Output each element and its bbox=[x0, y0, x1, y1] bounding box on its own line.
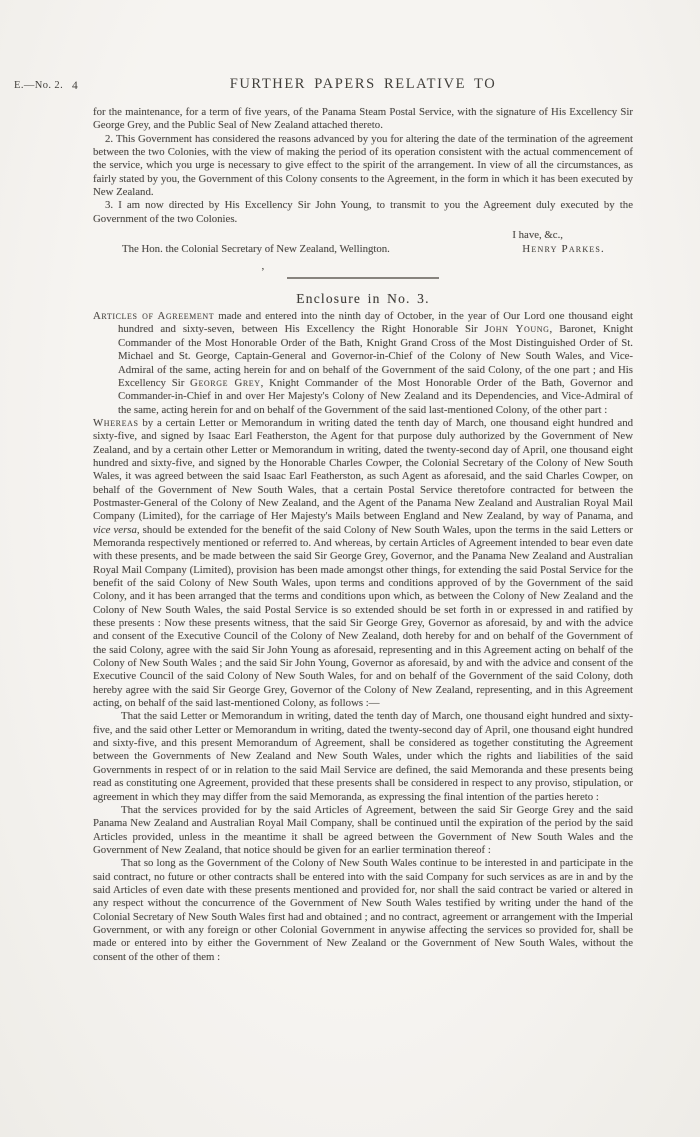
body-text: That so long as the Government of the Colony of New South Wales continue to be interested in and participate in the said contract, no future or other contracts shall be entered into with the said Company for such services as are in and by the said Articles of even date with these presents mentioned and provided for, nor shall the said contract be varied or altered in any respect without the concurrence of the Government of New South Wales testified by writing under the hand of the Colonial Secretary of New South Wales first had and obtained ; and no contract, agreement or arrangement with the Imperial Government, or with any foreign or other Colonial Government in anywise affecting the services so provided for, shall be made or entered into by either the Government of New Zealand or the Government of New South Wales, without the consent of the other of them : bbox=[93, 857, 633, 963]
body-text: for the maintenance, for a term of five years, of the Panama Steam Postal Service, with the signature of His Excellency Sir George Grey, and the Public Seal of New Zealand attached thereto. bbox=[93, 106, 633, 132]
paragraph bbox=[93, 857, 633, 964]
paragraph bbox=[93, 133, 633, 200]
small-caps-text: George Grey bbox=[190, 376, 261, 389]
body-text: , Knight Commander of the Most Honorable Order of the Bath, Governor and Commander-in-Chief in and over Her Majesty's Colony of New Zealand and its Dependencies, and Vice-Admiral of the same, acting herein for and on behalf of the Government of the said last-mentioned Colony, of the other part : bbox=[118, 376, 633, 416]
paragraph bbox=[93, 804, 633, 857]
signature: Henry Parkes. bbox=[522, 243, 605, 256]
scan-artifact-mark: ’ bbox=[261, 265, 265, 278]
body-text: 3. I am now directed by His Excellency Sir John Young, to transmit to you the Agreement duly executed by the Government of the two Colonies. bbox=[93, 199, 633, 225]
body-text: , Baronet, Knight Commander of the Most Honorable Order of the Bath, Knight Grand Cross of the Most Distinguished Order of St. Michael and St. George, Captain-General and Governor-in-Chief of the Colony of New South Wales, and Vice-Admiral of the same, acting herein for and on behalf of the Government of the said Colony, of the one part ; and His Excellency Sir bbox=[118, 323, 633, 389]
signature-row bbox=[93, 243, 633, 256]
small-caps-text: John Young bbox=[484, 323, 550, 336]
enclosure-heading: Enclosure in No. 3. bbox=[296, 290, 430, 306]
paragraph bbox=[93, 106, 633, 133]
divider-rule bbox=[287, 277, 439, 279]
issue-label: E.—No. 2. bbox=[14, 80, 64, 91]
paragraph bbox=[93, 417, 633, 711]
body-text: , should be extended for the benefit of the said Colony of New South Wales, upon the terms in the said Letters or Memoranda respectively mentioned or referred to. And whereas, by certain Articles of Agreement intended to bear even date with these presents, and be made between the said Sir George Grey, Governor, and the Panama New Zealand and Australian Royal Mail Company (Limited), provision has been made amongst other things, for extending the said Postal Service for the benefit of the said Colony of New South Wales, upon terms and conditions approved of by the Government of the said Colony, and it has been arranged that the terms and conditions upon which, as between the Colony of New Zealand and the Colony of New South Wales, the said Postal Service is so extended should be set forth in or expressed in and ratified by these presents : Now these presents witness, that the said Sir George Grey, Governor as aforesaid, by and with the advice and consent of the Executive Council of the Colony of New Zealand, doth hereby for and on behalf of the Government of the said Colony, agree with the said Sir John Young as aforesaid, representing and in this Agreement acting on behalf of the Colony of New South Wales ; and the said Sir John Young, Governor as aforesaid, by and with the advice and consent of the Executive Council of the said Colony of New South Wales, for and on behalf of the Government of the said Colony, doth hereby agree with the said Sir George Grey, Governor of the Colony of New Zealand, representing, and in this Agreement acting, on behalf of the said last-mentioned Colony, as follows :— bbox=[93, 523, 633, 710]
enclosure-body bbox=[93, 310, 633, 964]
running-title: FURTHER PAPERS RELATIVE TO bbox=[229, 76, 497, 92]
paragraph bbox=[93, 710, 633, 803]
addressee: The Hon. the Colonial Secretary of New Zealand, Wellington. bbox=[122, 243, 390, 256]
body-text: made and entered into the ninth day of October, in the year of Our Lord one thousand eight hundred and sixty-seven, between His Excellency the Right Honorable Sir bbox=[118, 310, 633, 336]
letter-body bbox=[93, 106, 633, 226]
body-text: That the services provided for by the said Articles of Agreement, between the said Sir George Grey and the said Panama New Zealand and Australian Royal Mail Company, shall be continued until the expiration of the period by the said Articles provided, unless in the meantime it shall be agreed between the Government of New South Wales and the Government of New Zealand, that notice should be given for an earlier termination thereof : bbox=[93, 803, 633, 856]
body-text: That the said Letter or Memorandum in writing, dated the tenth day of March, one thousand eight hundred and sixty-five, and the said other Letter or Memorandum in writing, dated the twenty-second day of April, one thousand eight hundred and sixty-five, and this present Memorandum of Agreement, shall be considered as together constituting the Agreement between the Governments of New Zealand and New South Wales, under which the rights and liabilities of the said Governments in respect of or in relation to the said Mail Service are defined, the said Memoranda and these presents being read as constituting one Agreement, provided that these presents shall be considered in respect to any proviso, stipulation, or agreement in which they may differ from the said Memoranda, as expressing the final intention of the parties hereto : bbox=[93, 710, 633, 803]
body-text: by a certain Letter or Memorandum in writing dated the tenth day of March, one thousand eight hundred and sixty-five, and signed by Isaac Earl Featherston, the Agent for that purpose duly authorized by the Government of New Zealand, and by a certain other Letter or Memorandum in writing, dated the twenty-second day of April, one thousand eight hundred and sixty-five, and signed by the Honorable Charles Cowper, the Colonial Secretary of the Colony of New South Wales, it was agreed between the said Isaac Earl Featherston, as such Agent as aforesaid, and the said Charles Cowper, on behalf of the Government of New South Wales, that a certain Postal Service theretofore contracted for between the Postmaster-General of the Colony of New Zealand, and the Agent of the Panama New Zealand and Australian Royal Mail Company (Limited), for the carriage of Her Majesty's Mails between England and New Zealand, by way of Panama, and bbox=[93, 416, 633, 523]
page-number: 4 bbox=[72, 80, 78, 92]
small-caps-text: Articles of Agreement bbox=[93, 310, 215, 323]
section-divider bbox=[93, 265, 633, 286]
paragraph bbox=[93, 310, 633, 417]
body-text: 2. This Government has considered the reasons advanced by you for altering the date of the termination of the agreement between the two Colonies, with the view of making the period of its operation consistent with the actual commencement of the service, which you urge is necessary to give effect to the spirit of the arrangement. In view of all the circumstances, as fairly stated by you, the Government of this Colony consents to the Agreement, in the form in which it has been executed by New Zealand. bbox=[93, 132, 633, 199]
paragraph bbox=[93, 199, 633, 226]
text-column bbox=[93, 106, 633, 964]
small-caps-text: Whereas bbox=[93, 416, 139, 429]
valediction: I have, &c., bbox=[512, 229, 563, 242]
italic-text: vice versa bbox=[93, 523, 137, 536]
